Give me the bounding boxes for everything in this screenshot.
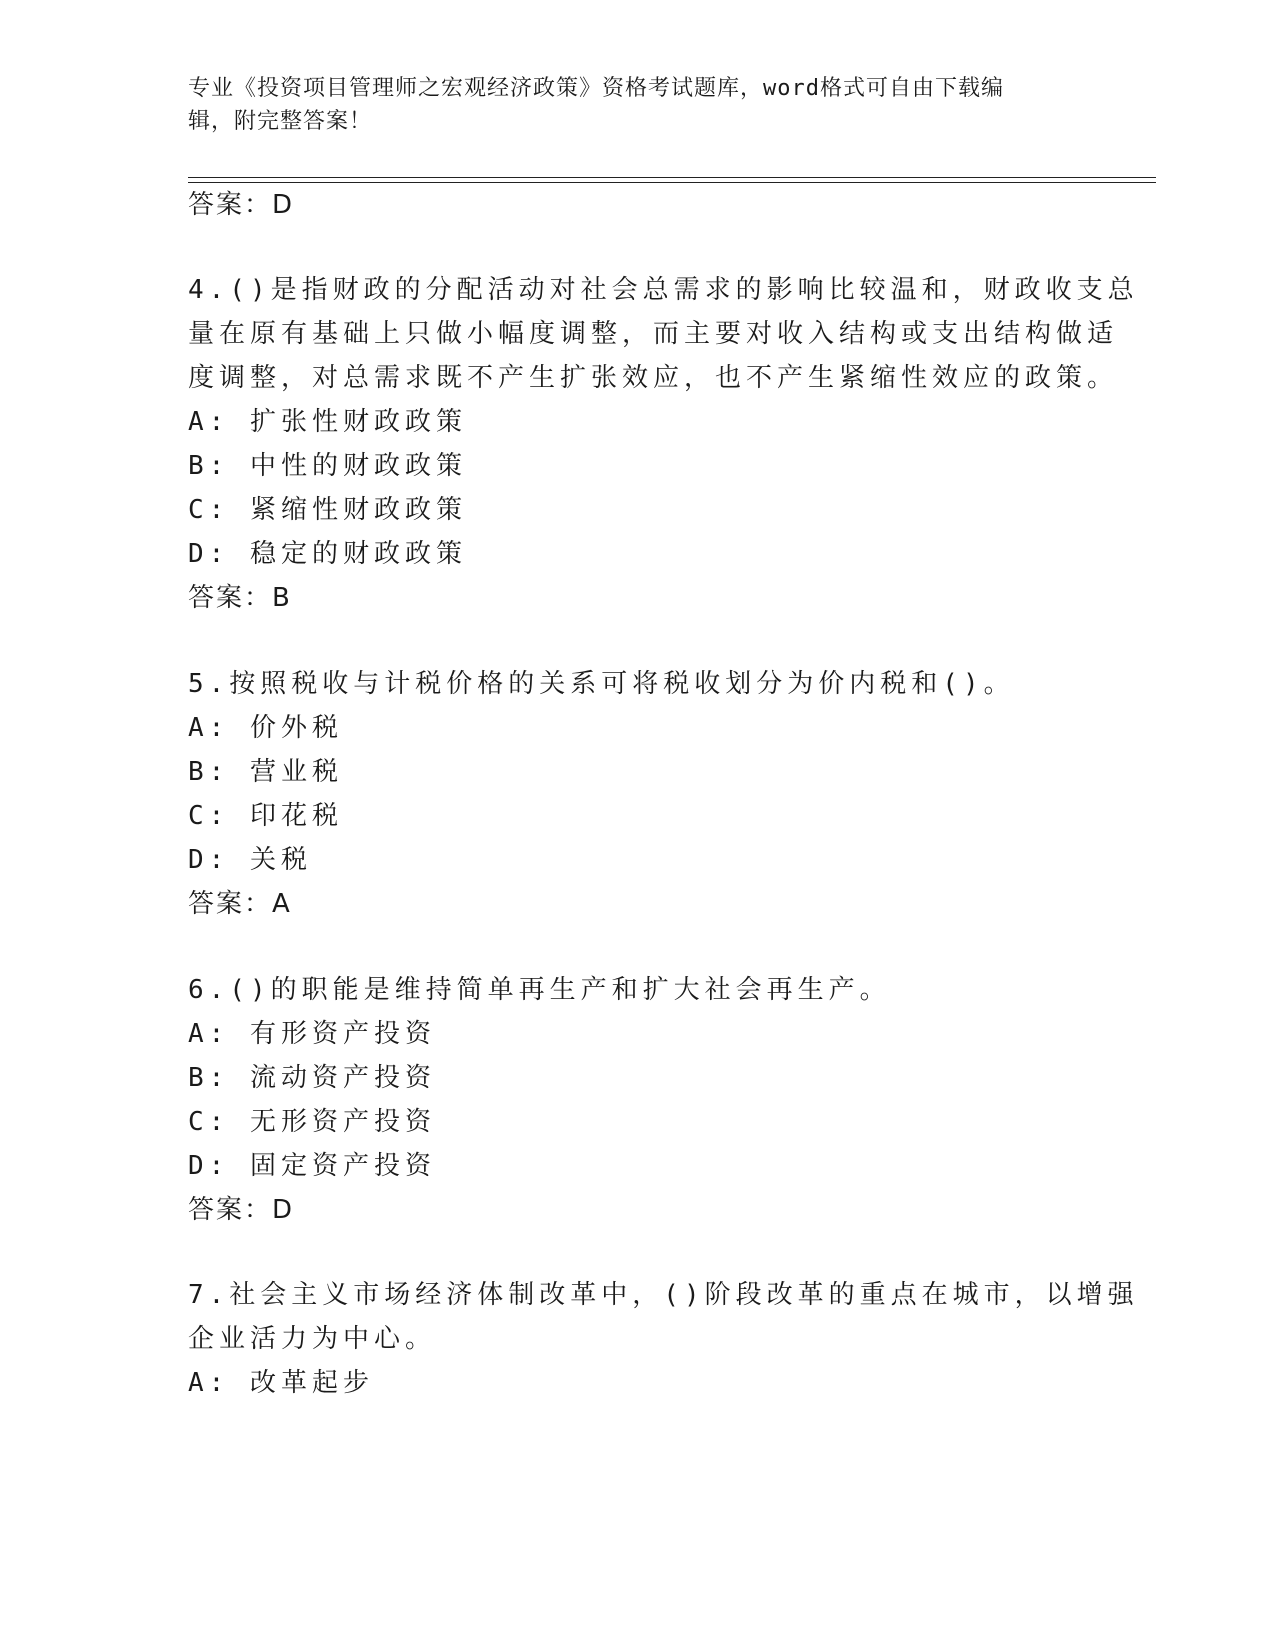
question-4-option-c: C: 紧缩性财政政策 [188, 495, 467, 525]
question-5-option-d: D: 关税 [188, 845, 312, 875]
question-4-option-d: D: 稳定的财政政策 [188, 539, 467, 569]
question-6-option-d: D: 固定资产投资 [188, 1151, 436, 1181]
header-divider-bottom [188, 182, 1156, 183]
header-line-2: 辑，附完整答案！ [188, 109, 373, 134]
question-6-answer: 答案：D [188, 1195, 295, 1225]
header-divider-top [188, 177, 1156, 178]
question-5-line-1: 5.按照税收与计税价格的关系可将税收划分为价内税和()。 [188, 669, 1015, 699]
document-header [188, 72, 1088, 138]
question-4-line-3: 度调整，对总需求既不产生扩张效应，也不产生紧缩性效应的政策。 [188, 363, 1119, 393]
question-4-line-2: 量在原有基础上只做小幅度调整，而主要对收入结构或支出结构做适 [188, 319, 1119, 349]
header-line-1: 专业《投资项目管理师之宏观经济政策》资格考试题库，word格式可自由下载编 [188, 76, 1004, 101]
question-4-answer: 答案：B [188, 583, 292, 613]
question-5-answer: 答案：A [188, 889, 292, 919]
question-6-option-a: A: 有形资产投资 [188, 1019, 436, 1049]
question-4-option-a: A: 扩张性财政政策 [188, 407, 467, 437]
question-5-option-c: C: 印花税 [188, 801, 343, 831]
question-7-option-a: A: 改革起步 [188, 1368, 374, 1398]
question-7-line-2: 企业活力为中心。 [188, 1324, 437, 1354]
question-6-line-1: 6.()的职能是维持简单再生产和扩大社会再生产。 [188, 975, 891, 1005]
question-6-option-c: C: 无形资产投资 [188, 1107, 436, 1137]
question-7-line-1: 7.社会主义市场经济体制改革中，()阶段改革的重点在城市，以增强 [188, 1280, 1139, 1310]
question-4-option-b: B: 中性的财政政策 [188, 451, 467, 481]
question-5-option-a: A: 价外税 [188, 713, 343, 743]
question-5-option-b: B: 营业税 [188, 757, 343, 787]
answer-previous: 答案：D [188, 190, 295, 220]
question-4-line-1: 4.()是指财政的分配活动对社会总需求的影响比较温和，财政收支总 [188, 275, 1139, 305]
question-6-option-b: B: 流动资产投资 [188, 1063, 436, 1093]
